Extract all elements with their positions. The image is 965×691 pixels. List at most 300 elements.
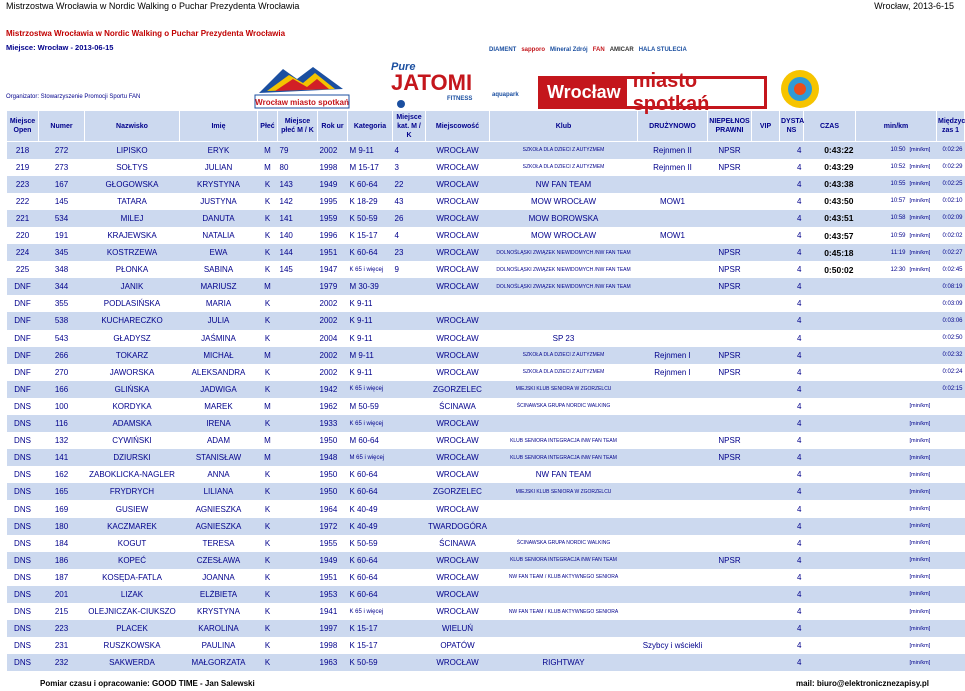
- cell-place-sex: [278, 398, 318, 415]
- cell-sex: M: [258, 142, 278, 159]
- cell-pace: 10:52: [856, 159, 908, 176]
- cell-category: M 9-11: [348, 347, 393, 364]
- cell-bib-number: 273: [39, 159, 85, 176]
- cell-distance: 4: [780, 535, 804, 552]
- cell-split-1: 0:02:45: [937, 261, 965, 278]
- cell-first-name: ELŻBIETA: [180, 586, 258, 603]
- cell-city: WROCŁAW: [426, 586, 490, 603]
- cell-split-1: [937, 500, 965, 517]
- cell-place-category: [393, 552, 426, 569]
- table-row: [7, 432, 965, 449]
- cell-place-sex: [278, 603, 318, 620]
- cell-birth-year: 1947: [318, 261, 348, 278]
- table-row: [7, 312, 965, 329]
- cell-place-category: [393, 381, 426, 398]
- cell-birth-year: 1997: [318, 620, 348, 637]
- cell-bib-number: 169: [39, 500, 85, 517]
- cell-city: WROCŁAW: [426, 364, 490, 381]
- cell-city: [426, 295, 490, 312]
- cell-last-name: PODLASIŃSKA: [85, 295, 180, 312]
- cell-distance: 4: [780, 261, 804, 278]
- cell-finish-time: [804, 364, 856, 381]
- cell-birth-year: 1962: [318, 398, 348, 415]
- cell-place-category: 9: [393, 261, 426, 278]
- cell-city: WROCŁAW: [426, 312, 490, 329]
- table-row: [7, 330, 965, 347]
- cell-sex: M: [258, 432, 278, 449]
- cell-split-1: [937, 637, 965, 654]
- cell-place-sex: [278, 432, 318, 449]
- cell-vip: [752, 415, 780, 432]
- cell-vip: [752, 654, 780, 671]
- table-row: [7, 159, 965, 176]
- cell-club: MIEJSKI KLUB SENIORA W ZGORZELCU: [490, 381, 638, 398]
- cell-distance: 4: [780, 449, 804, 466]
- table-row: [7, 518, 965, 535]
- cell-pace-unit: [min/km]: [908, 193, 937, 210]
- cell-category: K 9-11: [348, 364, 393, 381]
- cell-birth-year: 1998: [318, 159, 348, 176]
- cell-place-open: DNF: [7, 364, 39, 381]
- cell-place-open: DNS: [7, 654, 39, 671]
- cell-pace-unit: [min/km]: [908, 210, 937, 227]
- cell-pace: 10:50: [856, 142, 908, 159]
- sponsor-logo: AMICAR: [609, 47, 634, 53]
- cell-place-category: [393, 449, 426, 466]
- column-header: Płeć: [258, 111, 278, 142]
- column-header: DRUŻYNOWO: [638, 111, 708, 142]
- cell-last-name: KUCHARECZKO: [85, 312, 180, 329]
- cell-pace-unit: [min/km]: [908, 569, 937, 586]
- cell-birth-year: 1996: [318, 227, 348, 244]
- table-row: [7, 483, 965, 500]
- cell-vip: [752, 364, 780, 381]
- cell-place-open: 218: [7, 142, 39, 159]
- cell-place-category: [393, 432, 426, 449]
- cell-club: MOW BOROWSKA: [490, 210, 638, 227]
- cell-pace: [856, 449, 908, 466]
- cell-birth-year: 1942: [318, 381, 348, 398]
- cell-pace-unit: [min/km]: [908, 483, 937, 500]
- cell-category: K 60-64: [348, 552, 393, 569]
- cell-birth-year: 2002: [318, 312, 348, 329]
- cell-category: K 50-59: [348, 535, 393, 552]
- cell-distance: 4: [780, 483, 804, 500]
- cell-pace-unit: [min/km]: [908, 603, 937, 620]
- cell-pace-unit: [min/km]: [908, 244, 937, 261]
- cell-last-name: KOPEĆ: [85, 552, 180, 569]
- event-title: Mistrzostwa Wrocławia w Nordic Walking o Puchar Prezydenta Wrocławia: [6, 29, 286, 38]
- cell-finish-time: [804, 586, 856, 603]
- column-header: Numer: [39, 111, 85, 142]
- cell-team: [638, 210, 708, 227]
- cell-team: [638, 500, 708, 517]
- cell-vip: [752, 586, 780, 603]
- cell-birth-year: 2002: [318, 364, 348, 381]
- cell-bib-number: 132: [39, 432, 85, 449]
- cell-first-name: STANISŁAW: [180, 449, 258, 466]
- cell-place-category: 43: [393, 193, 426, 210]
- cell-split-1: [937, 586, 965, 603]
- column-header: Nazwisko: [85, 111, 180, 142]
- cell-pace-unit: [min/km]: [908, 552, 937, 569]
- cell-place-sex: 143: [278, 176, 318, 193]
- table-row: [7, 278, 965, 295]
- cell-distance: 4: [780, 586, 804, 603]
- cell-pace: [856, 637, 908, 654]
- cell-place-sex: [278, 518, 318, 535]
- cell-place-open: 224: [7, 244, 39, 261]
- cell-split-1: 0:02:10: [937, 193, 965, 210]
- cell-vip: [752, 210, 780, 227]
- cell-city: WROCŁAW: [426, 210, 490, 227]
- cell-disabled: [708, 535, 752, 552]
- cell-disabled: [708, 603, 752, 620]
- cell-sex: K: [258, 381, 278, 398]
- cell-birth-year: 1951: [318, 244, 348, 261]
- cell-split-1: 0:03:06: [937, 312, 965, 329]
- table-row: [7, 210, 965, 227]
- cell-place-open: DNS: [7, 466, 39, 483]
- cell-place-category: [393, 483, 426, 500]
- cell-pace: [856, 466, 908, 483]
- cell-category: K 65 i więcej: [348, 261, 393, 278]
- cell-place-category: [393, 603, 426, 620]
- cell-disabled: [708, 586, 752, 603]
- cell-pace-unit: [908, 278, 937, 295]
- cell-city: WROCŁAW: [426, 603, 490, 620]
- cell-finish-time: [804, 432, 856, 449]
- cell-club: [490, 586, 638, 603]
- cell-sex: K: [258, 261, 278, 278]
- cell-vip: [752, 569, 780, 586]
- cell-distance: 4: [780, 176, 804, 193]
- cell-birth-year: 1933: [318, 415, 348, 432]
- cell-place-open: DNF: [7, 347, 39, 364]
- cell-disabled: NPSR: [708, 244, 752, 261]
- cell-first-name: ANNA: [180, 466, 258, 483]
- cell-place-open: DNS: [7, 535, 39, 552]
- cell-vip: [752, 535, 780, 552]
- cell-sex: K: [258, 518, 278, 535]
- cell-category: K 15-17: [348, 637, 393, 654]
- cell-distance: 4: [780, 347, 804, 364]
- cell-distance: 4: [780, 142, 804, 159]
- cell-place-sex: [278, 586, 318, 603]
- table-row: [7, 381, 965, 398]
- top-bar-title: Mistrzostwa Wrocławia w Nordic Walking o Puchar Prezydenta Wrocławia: [6, 1, 300, 11]
- cell-place-sex: [278, 415, 318, 432]
- cell-city: WROCŁAW: [426, 330, 490, 347]
- cell-team: [638, 432, 708, 449]
- cell-vip: [752, 432, 780, 449]
- cell-birth-year: 1950: [318, 466, 348, 483]
- cell-place-sex: 79: [278, 142, 318, 159]
- cell-sex: K: [258, 312, 278, 329]
- sport-badge-icon: [781, 70, 819, 108]
- cell-first-name: KRYSTYNA: [180, 603, 258, 620]
- cell-birth-year: 1949: [318, 176, 348, 193]
- cell-last-name: ZABOKLICKA-NAGLER: [85, 466, 180, 483]
- cell-bib-number: 266: [39, 347, 85, 364]
- footer-timing-credit: Pomiar czasu i opracowanie: GOOD TIME - Jan Salewski: [40, 679, 255, 688]
- cell-city: OPATÓW: [426, 637, 490, 654]
- sponsor-logo: HALA STULECIA: [638, 47, 687, 53]
- cell-place-sex: [278, 637, 318, 654]
- cell-city: WROCŁAW: [426, 432, 490, 449]
- cell-category: K 60-64: [348, 586, 393, 603]
- cell-finish-time: [804, 569, 856, 586]
- cell-place-category: [393, 330, 426, 347]
- cell-team: MOW1: [638, 193, 708, 210]
- cell-pace: 12:30: [856, 261, 908, 278]
- cell-category: M 60-64: [348, 432, 393, 449]
- cell-place-sex: [278, 466, 318, 483]
- cell-birth-year: 1959: [318, 210, 348, 227]
- cell-birth-year: 1963: [318, 654, 348, 671]
- cell-bib-number: 538: [39, 312, 85, 329]
- cell-pace-unit: [min/km]: [908, 227, 937, 244]
- cell-club: [490, 415, 638, 432]
- cell-place-category: [393, 535, 426, 552]
- cell-category: K 40-49: [348, 518, 393, 535]
- cell-city: ZGORZELEC: [426, 381, 490, 398]
- top-bar-date: Wrocław, 2013-6-15: [874, 1, 954, 11]
- cell-pace: [856, 415, 908, 432]
- cell-pace-unit: [min/km]: [908, 398, 937, 415]
- cell-birth-year: 1979: [318, 278, 348, 295]
- cell-finish-time: [804, 466, 856, 483]
- cell-last-name: CYWIŃSKI: [85, 432, 180, 449]
- cell-sex: K: [258, 415, 278, 432]
- cell-pace-unit: [min/km]: [908, 415, 937, 432]
- cell-split-1: [937, 432, 965, 449]
- cell-category: K 65 i więcej: [348, 603, 393, 620]
- cell-place-category: [393, 415, 426, 432]
- cell-birth-year: 1955: [318, 535, 348, 552]
- cell-city: WROCŁAW: [426, 466, 490, 483]
- cell-first-name: JAŚMINA: [180, 330, 258, 347]
- cell-category: K 50-59: [348, 654, 393, 671]
- cell-disabled: [708, 381, 752, 398]
- cell-last-name: GLIŃSKA: [85, 381, 180, 398]
- cell-category: K 60-64: [348, 483, 393, 500]
- column-header: CZAS: [804, 111, 856, 142]
- cell-category: K 50-59: [348, 210, 393, 227]
- cell-place-open: 221: [7, 210, 39, 227]
- cell-disabled: [708, 415, 752, 432]
- column-header: min/km: [856, 111, 937, 142]
- cell-city: WROCŁAW: [426, 449, 490, 466]
- column-header: Miejsce płeć M / K: [278, 111, 318, 142]
- cell-distance: 4: [780, 244, 804, 261]
- cell-place-sex: 144: [278, 244, 318, 261]
- cell-city: WROCŁAW: [426, 176, 490, 193]
- cell-bib-number: 344: [39, 278, 85, 295]
- cell-finish-time: [804, 654, 856, 671]
- cell-club: MOW WROCŁAW: [490, 193, 638, 210]
- cell-place-category: 22: [393, 176, 426, 193]
- cell-team: [638, 569, 708, 586]
- cell-club: [490, 637, 638, 654]
- cell-place-category: [393, 364, 426, 381]
- cell-disabled: NPSR: [708, 278, 752, 295]
- cell-place-category: 23: [393, 244, 426, 261]
- wroclaw-banner: [538, 69, 767, 115]
- cell-distance: 4: [780, 210, 804, 227]
- cell-sex: K: [258, 466, 278, 483]
- cell-place-open: DNS: [7, 449, 39, 466]
- cell-bib-number: 345: [39, 244, 85, 261]
- cell-vip: [752, 159, 780, 176]
- cell-pace: [856, 381, 908, 398]
- cell-place-open: DNF: [7, 312, 39, 329]
- table-row: [7, 142, 965, 159]
- cell-first-name: NATALIA: [180, 227, 258, 244]
- cell-finish-time: 0:43:57: [804, 227, 856, 244]
- cell-last-name: SOŁTYS: [85, 159, 180, 176]
- cell-place-sex: [278, 278, 318, 295]
- cell-category: M 50-59: [348, 398, 393, 415]
- cell-bib-number: 223: [39, 620, 85, 637]
- cell-place-category: [393, 620, 426, 637]
- cell-first-name: ALEKSANDRA: [180, 364, 258, 381]
- cell-team: [638, 312, 708, 329]
- cell-first-name: JADWIGA: [180, 381, 258, 398]
- cell-place-open: 219: [7, 159, 39, 176]
- cell-split-1: [937, 552, 965, 569]
- cell-last-name: KORDYKA: [85, 398, 180, 415]
- cell-last-name: ADAMSKA: [85, 415, 180, 432]
- cell-first-name: DANUTA: [180, 210, 258, 227]
- cell-sex: K: [258, 193, 278, 210]
- cell-finish-time: [804, 330, 856, 347]
- cell-team: [638, 381, 708, 398]
- cell-finish-time: [804, 603, 856, 620]
- cell-place-sex: [278, 483, 318, 500]
- table-row: [7, 295, 965, 312]
- cell-category: K 60-64: [348, 569, 393, 586]
- cell-city: WROCŁAW: [426, 159, 490, 176]
- table-row: [7, 415, 965, 432]
- cell-finish-time: [804, 398, 856, 415]
- cell-city: WROCŁAW: [426, 654, 490, 671]
- table-row: [7, 637, 965, 654]
- cell-vip: [752, 552, 780, 569]
- cell-place-open: DNF: [7, 295, 39, 312]
- cell-vip: [752, 449, 780, 466]
- cell-vip: [752, 227, 780, 244]
- cell-bib-number: 165: [39, 483, 85, 500]
- cell-category: M 9-11: [348, 142, 393, 159]
- column-header: DYSTA NS: [780, 111, 804, 142]
- cell-split-1: 0:02:29: [937, 159, 965, 176]
- cell-distance: 4: [780, 637, 804, 654]
- cell-club: NW FAN TEAM: [490, 176, 638, 193]
- cell-first-name: JUSTYNA: [180, 193, 258, 210]
- cell-club: SZKOŁA DLA DZIECI Z AUTYZMEM: [490, 347, 638, 364]
- cell-category: K 9-11: [348, 312, 393, 329]
- cell-club: ŚCINAWSKA GRUPA NORDIC WALKING: [490, 535, 638, 552]
- cell-birth-year: 1964: [318, 500, 348, 517]
- cell-disabled: [708, 569, 752, 586]
- cell-split-1: [937, 603, 965, 620]
- cell-bib-number: 272: [39, 142, 85, 159]
- cell-split-1: [937, 654, 965, 671]
- cell-pace-unit: [min/km]: [908, 432, 937, 449]
- cell-place-open: 220: [7, 227, 39, 244]
- sponsor-logo: sapporo: [521, 47, 546, 53]
- cell-sex: K: [258, 295, 278, 312]
- cell-split-1: [937, 415, 965, 432]
- cell-first-name: KAROLINA: [180, 620, 258, 637]
- cell-pace: [856, 278, 908, 295]
- cell-bib-number: 180: [39, 518, 85, 535]
- cell-first-name: ADAM: [180, 432, 258, 449]
- cell-distance: 4: [780, 193, 804, 210]
- cell-bib-number: 187: [39, 569, 85, 586]
- table-row: [7, 261, 965, 278]
- cell-split-1: 0:02:32: [937, 347, 965, 364]
- cell-vip: [752, 261, 780, 278]
- cell-vip: [752, 278, 780, 295]
- cell-pace: [856, 654, 908, 671]
- cell-pace: 10:55: [856, 176, 908, 193]
- cell-place-open: 223: [7, 176, 39, 193]
- cell-vip: [752, 620, 780, 637]
- cell-birth-year: 1950: [318, 483, 348, 500]
- sponsor-logo: Mineral Zdrój: [550, 47, 588, 53]
- cell-finish-time: [804, 620, 856, 637]
- cell-last-name: PŁONKA: [85, 261, 180, 278]
- table-row: [7, 535, 965, 552]
- cell-last-name: PLACEK: [85, 620, 180, 637]
- cell-category: K 15-17: [348, 620, 393, 637]
- cell-disabled: [708, 295, 752, 312]
- cell-bib-number: 186: [39, 552, 85, 569]
- cell-city: WIELUŃ: [426, 620, 490, 637]
- table-row: [7, 449, 965, 466]
- cell-place-category: [393, 654, 426, 671]
- cell-pace-unit: [min/km]: [908, 535, 937, 552]
- cell-team: Rejnmen II: [638, 142, 708, 159]
- cell-sex: K: [258, 637, 278, 654]
- cell-last-name: LIPISKO: [85, 142, 180, 159]
- cell-team: Rejnmen I: [638, 364, 708, 381]
- cell-city: WROCŁAW: [426, 415, 490, 432]
- cell-city: ŚCINAWA: [426, 398, 490, 415]
- cell-place-sex: [278, 330, 318, 347]
- column-header: Międzyc zas 1: [937, 111, 965, 142]
- cell-first-name: CZESŁAWA: [180, 552, 258, 569]
- cell-split-1: [937, 466, 965, 483]
- cell-birth-year: 1941: [318, 603, 348, 620]
- cell-place-sex: 141: [278, 210, 318, 227]
- cell-vip: [752, 398, 780, 415]
- cell-vip: [752, 466, 780, 483]
- cell-city: WROCŁAW: [426, 244, 490, 261]
- cell-finish-time: 0:43:38: [804, 176, 856, 193]
- cell-sex: M: [258, 347, 278, 364]
- cell-pace: [856, 586, 908, 603]
- cell-team: Rejnmen I: [638, 347, 708, 364]
- cell-team: [638, 620, 708, 637]
- cell-pace: [856, 500, 908, 517]
- cell-place-category: [393, 312, 426, 329]
- wroclaw-city-logo: [253, 65, 351, 109]
- banner-tagline: miasto spotkań: [632, 69, 710, 115]
- cell-place-category: [393, 500, 426, 517]
